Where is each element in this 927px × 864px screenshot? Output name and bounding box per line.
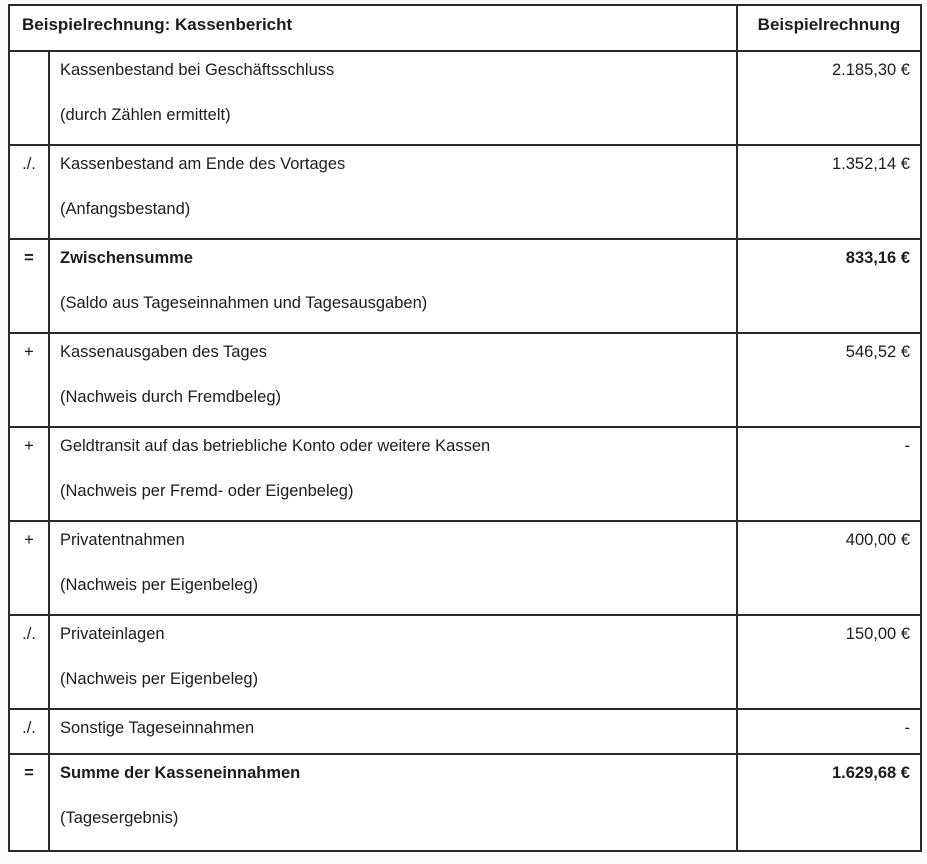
amount-cell: 1.629,68 € [737, 754, 921, 851]
item-label: Kassenbestand am Ende des Vortages [60, 155, 346, 173]
item-label: Zwischensumme [60, 249, 193, 267]
item-label: Kassenausgaben des Tages [60, 343, 268, 361]
amount-column-header: Beispielrechnung [737, 5, 921, 51]
operator-cell: ./. [9, 145, 49, 239]
item-label: Summe der Kasseneinnahmen [60, 764, 301, 782]
description-cell [49, 333, 737, 427]
operator-cell: = [9, 754, 49, 851]
table-row [9, 427, 921, 521]
description-cell [49, 521, 737, 615]
item-label: Geldtransit auf das betriebliche Konto oder weitere Kassen [60, 437, 491, 455]
cash-report-table [8, 4, 922, 852]
item-label: Kassenbestand bei Geschäftsschluss [60, 61, 335, 79]
amount-cell: 546,52 € [737, 333, 921, 427]
amount-cell: 2.185,30 € [737, 51, 921, 145]
item-note: (Nachweis durch Fremdbeleg) [60, 388, 282, 406]
cash-report-document [8, 4, 922, 852]
item-note: (durch Zählen ermittelt) [60, 106, 231, 124]
operator-cell: + [9, 521, 49, 615]
item-label: Privateinlagen [60, 625, 165, 643]
table-row-total [9, 754, 921, 851]
description-cell [49, 145, 737, 239]
description-cell [49, 754, 737, 851]
item-note: (Saldo aus Tageseinnahmen und Tagesausgaben) [60, 294, 428, 312]
amount-cell: - [737, 427, 921, 521]
amount-cell: 833,16 € [737, 239, 921, 333]
operator-cell: + [9, 427, 49, 521]
item-label: Privatentnahmen [60, 531, 185, 549]
amount-cell: 400,00 € [737, 521, 921, 615]
table-row [9, 145, 921, 239]
table-row [9, 521, 921, 615]
item-note: (Anfangsbestand) [60, 200, 191, 218]
amount-cell: - [737, 709, 921, 754]
operator-cell: = [9, 239, 49, 333]
item-note: (Nachweis per Eigenbeleg) [60, 576, 259, 594]
description-cell [49, 427, 737, 521]
operator-cell: ./. [9, 615, 49, 709]
item-label: Sonstige Tageseinnahmen [60, 719, 255, 737]
amount-cell: 1.352,14 € [737, 145, 921, 239]
operator-cell: ./. [9, 709, 49, 754]
table-title: Beispielrechnung: Kassenbericht [9, 5, 737, 51]
operator-cell: + [9, 333, 49, 427]
description-cell [49, 51, 737, 145]
description-cell [49, 615, 737, 709]
table-row-subtotal [9, 239, 921, 333]
amount-cell: 150,00 € [737, 615, 921, 709]
table-row [9, 51, 921, 145]
description-cell [49, 709, 737, 754]
table-row [9, 333, 921, 427]
item-note: (Nachweis per Fremd- oder Eigenbeleg) [60, 482, 354, 500]
item-note: (Tagesergebnis) [60, 809, 179, 827]
description-cell [49, 239, 737, 333]
table-header-row [9, 5, 921, 51]
operator-cell [9, 51, 49, 145]
item-note: (Nachweis per Eigenbeleg) [60, 670, 259, 688]
table-row [9, 709, 921, 754]
table-row [9, 615, 921, 709]
